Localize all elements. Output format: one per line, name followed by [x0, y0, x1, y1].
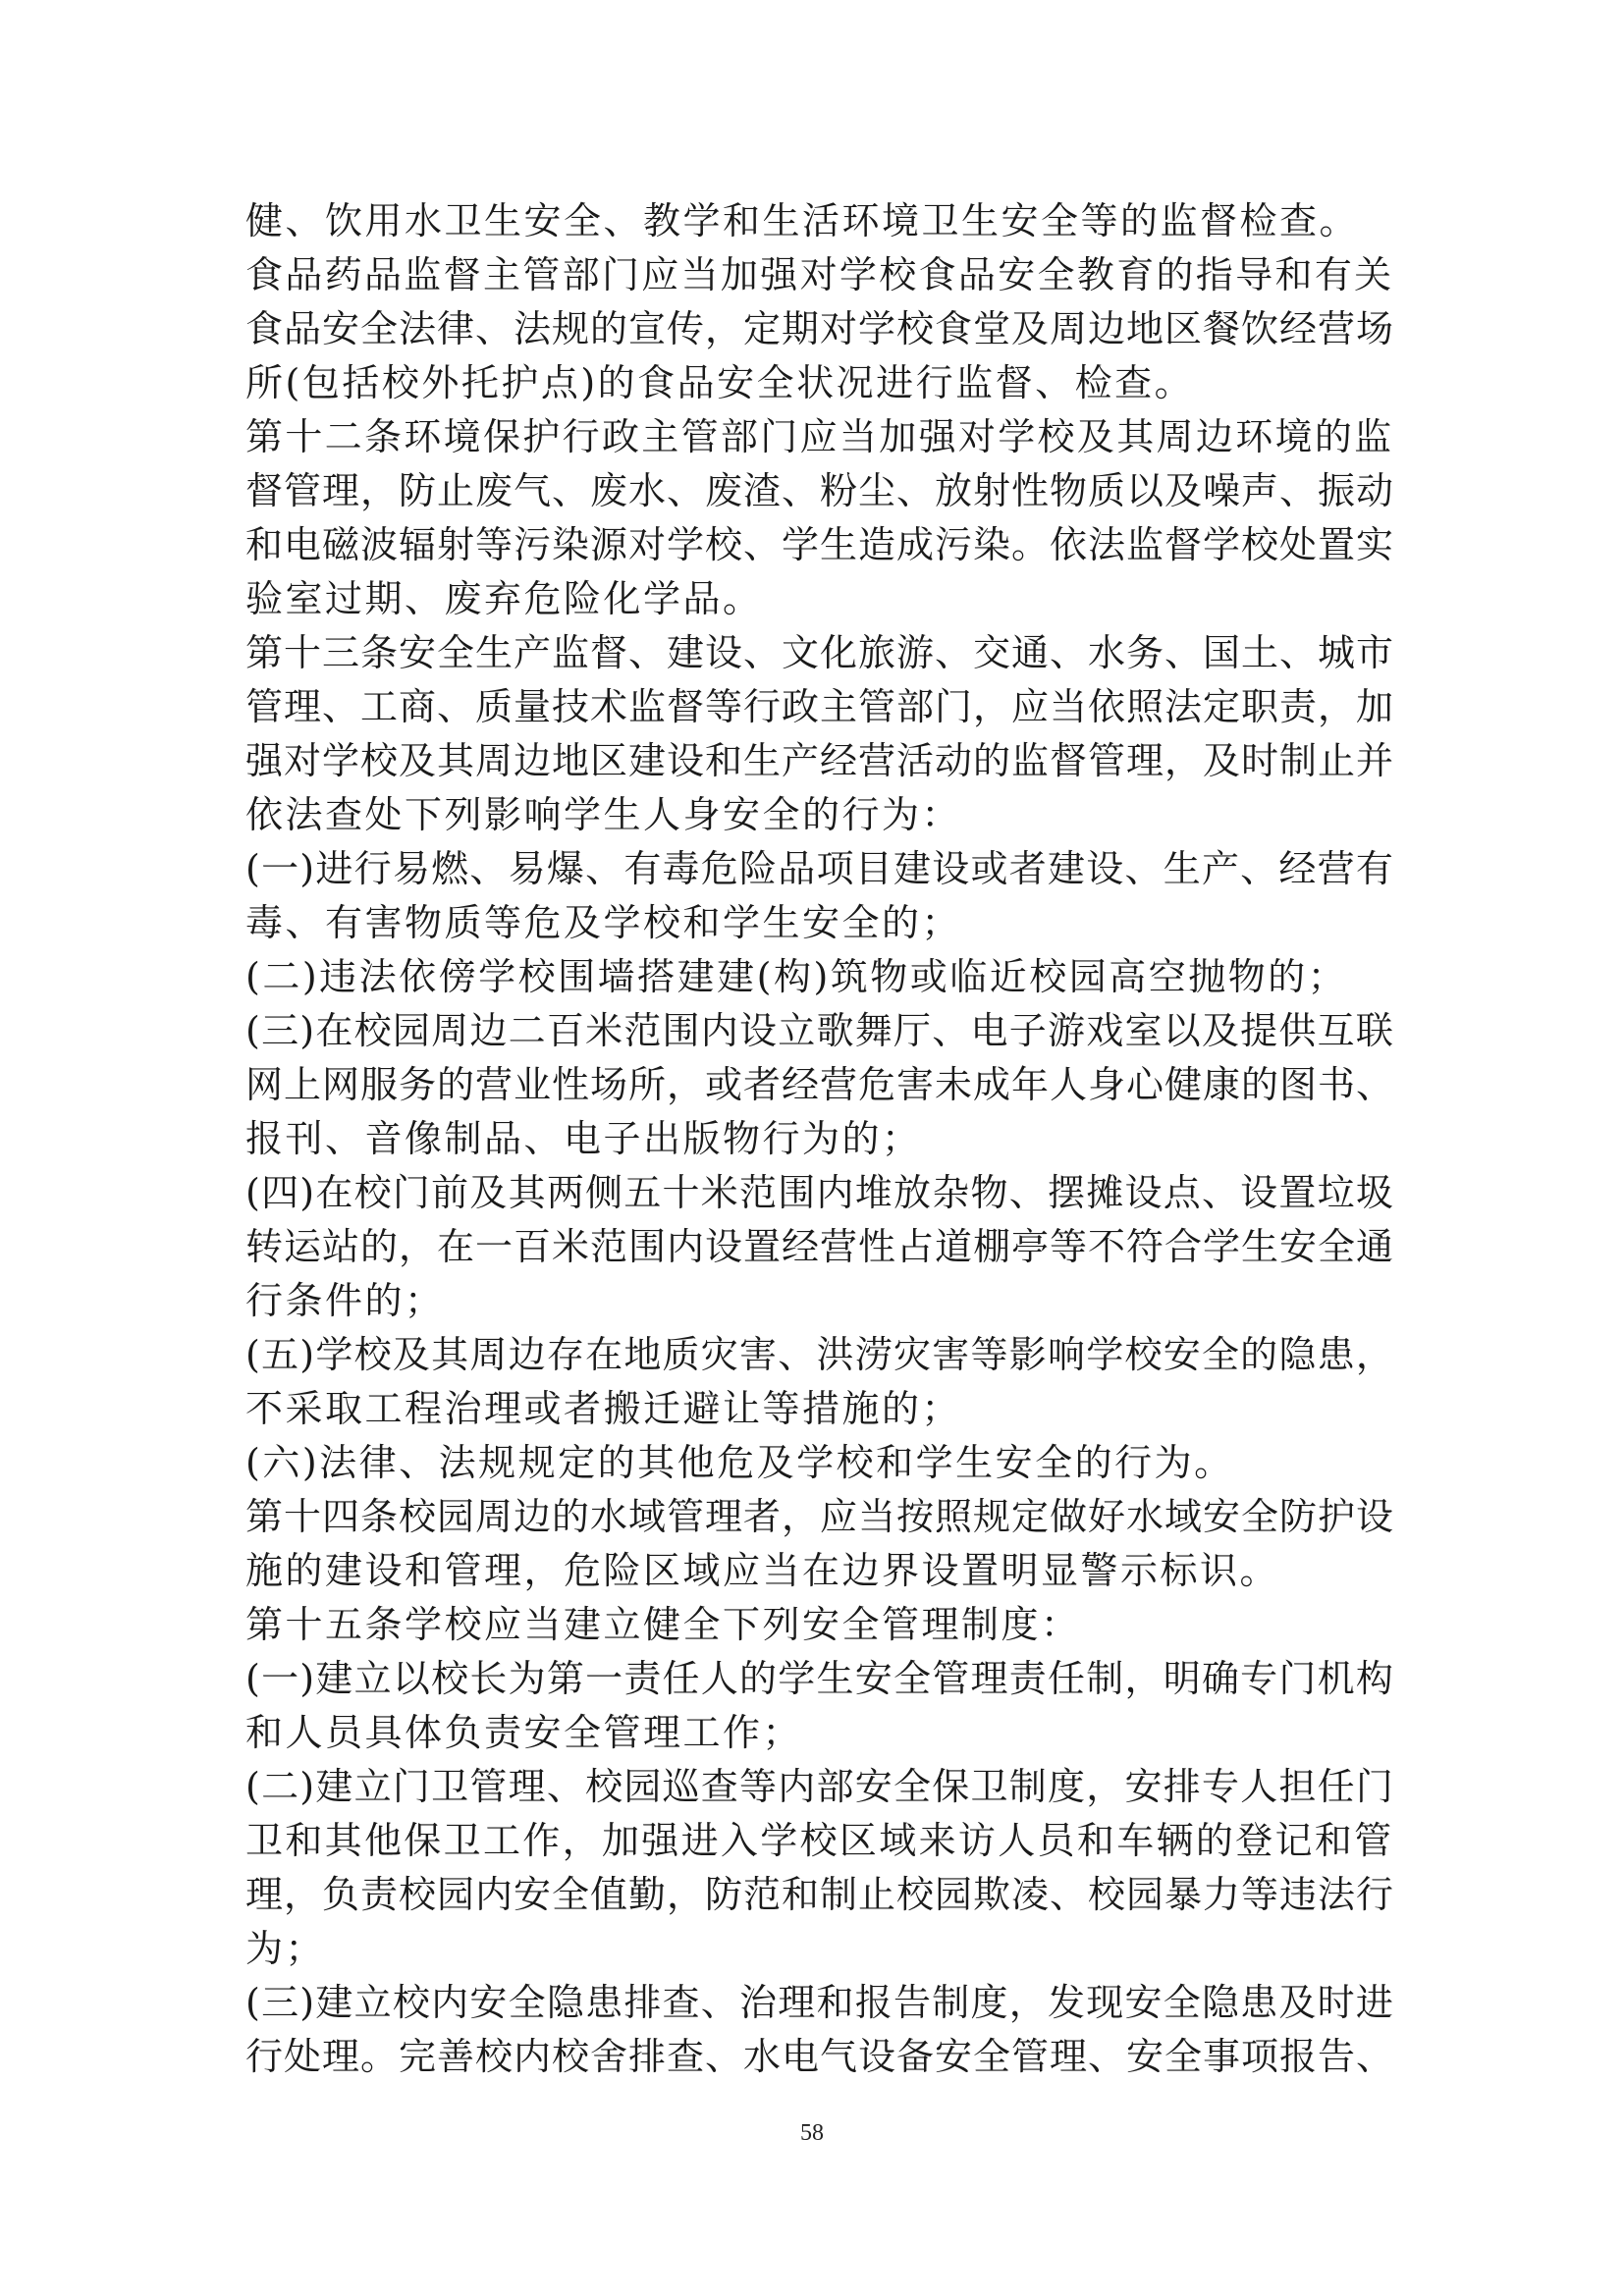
text-line: (二)违法依傍学校围墙搭建建(构)筑物或临近校园高空抛物的； — [245, 955, 1348, 998]
text-line: (四)在校门前及其两侧五十米范围内堆放杂物、摆摊设点、设置垃圾 — [245, 1171, 1395, 1214]
text-line: 第十五条学校应当建立健全下列安全管理制度： — [245, 1603, 1081, 1646]
text-line: 转运站的，在一百米范围内设置经营性占道棚亭等不符合学生安全通 — [245, 1225, 1395, 1268]
text-line: (三)建立校内安全隐患排查、治理和报告制度，发现安全隐患及时进 — [245, 1981, 1395, 2024]
text-line: 施的建设和管理，危险区域应当在边界设置明显警示标识。 — [245, 1549, 1280, 1592]
text-line: (三)在校园周边二百米范围内设立歌舞厅、电子游戏室以及提供互联 — [245, 1009, 1395, 1052]
text-line: (一)建立以校长为第一责任人的学生安全管理责任制，明确专门机构 — [245, 1657, 1395, 1700]
body-text — [245, 194, 1394, 2084]
text-line: 毒、有害物质等危及学校和学生安全的； — [245, 901, 962, 944]
text-line: 管理、工商、质量技术监督等行政主管部门，应当依照法定职责，加 — [245, 685, 1395, 728]
text-line: 行条件的； — [245, 1279, 445, 1322]
text-line: 不采取工程治理或者搬迁避让等措施的； — [245, 1387, 962, 1430]
text-line: 网上网服务的营业性场所，或者经营危害未成年人身心健康的图书、 — [245, 1063, 1395, 1106]
text-line: 理，负责校园内安全值勤，防范和制止校园欺凌、校园暴力等违法行 — [245, 1873, 1395, 1916]
text-line: 健、饮用水卫生安全、教学和生活环境卫生安全等的监督检查。 — [245, 199, 1360, 242]
text-line: 所(包括校外托护点)的食品安全状况进行监督、检查。 — [245, 361, 1195, 404]
text-line: 食品安全法律、法规的宣传，定期对学校食堂及周边地区餐饮经营场 — [245, 307, 1395, 350]
text-line: (六)法律、法规规定的其他危及学校和学生安全的行为。 — [245, 1441, 1234, 1484]
text-line: 依法查处下列影响学生人身安全的行为： — [245, 793, 962, 836]
text-line: 验室过期、废弃危险化学品。 — [245, 577, 763, 620]
text-line: 食品药品监督主管部门应当加强对学校食品安全教育的指导和有关 — [245, 253, 1394, 296]
text-line: 第十二条环境保护行政主管部门应当加强对学校及其周边环境的监 — [245, 415, 1394, 458]
text-line: 为； — [245, 1927, 326, 1970]
text-line: 行处理。完善校内校舍排查、水电气设备安全管理、安全事项报告、 — [245, 2035, 1395, 2078]
text-line: 和电磁波辐射等污染源对学校、学生造成污染。依法监督学校处置实 — [245, 523, 1395, 566]
text-line: 和人员具体负责安全管理工作； — [245, 1711, 803, 1754]
text-line: (一)进行易燃、易爆、有毒危险品项目建设或者建设、生产、经营有 — [245, 847, 1395, 890]
text-line: 第十四条校园周边的水域管理者，应当按照规定做好水域安全防护设 — [245, 1495, 1395, 1538]
text-line: 强对学校及其周边地区建设和生产经营活动的监督管理，及时制止并 — [245, 739, 1395, 782]
page-number: 58 — [800, 2120, 824, 2146]
text-line: (二)建立门卫管理、校园巡查等内部安全保卫制度，安排专人担任门 — [245, 1765, 1395, 1808]
text-line: 报刊、音像制品、电子出版物行为的； — [245, 1117, 922, 1160]
text-line: 卫和其他保卫工作，加强进入学校区域来访人员和车辆的登记和管 — [245, 1819, 1394, 1862]
text-line: 督管理，防止废气、废水、废渣、粉尘、放射性物质以及噪声、振动 — [245, 469, 1395, 512]
text-line: 第十三条安全生产监督、建设、文化旅游、交通、水务、国土、城市 — [245, 631, 1395, 674]
text-line: (五)学校及其周边存在地质灾害、洪涝灾害等影响学校安全的隐患， — [245, 1333, 1395, 1376]
